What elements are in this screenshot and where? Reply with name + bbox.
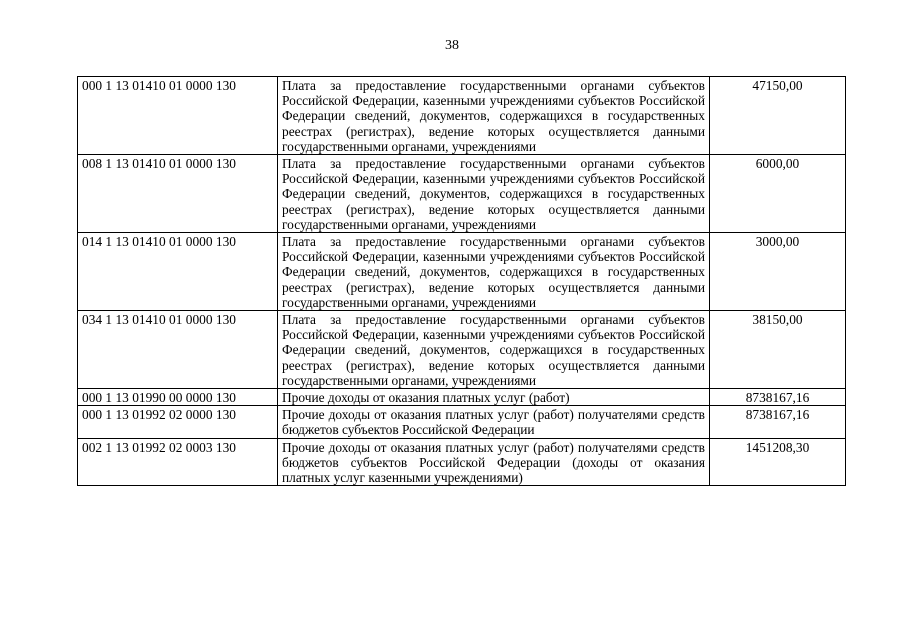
table-row: [78, 233, 846, 311]
revenue-description: Прочие доходы от оказания платных услуг (работ) получателями средств бюджетов субъектов Российской Федерации (доходы от оказания платных услуг казенными учреждениями): [278, 438, 710, 486]
revenue-description: Плата за предоставление государственными органами субъектов Российской Федерации, казенными учреждениями субъектов Российской Федерации сведений, документов, содержащихся в государственных реестрах (регистрах), ведение которых осуществляется данными государственными органами, учреждениями: [278, 311, 710, 389]
revenue-description: Плата за предоставление государственными органами субъектов Российской Федерации, казенными учреждениями субъектов Российской Федерации сведений, документов, содержащихся в государственных реестрах (регистрах), ведение которых осуществляется данными государственными органами, учреждениями: [278, 77, 710, 155]
revenue-amount: 8738167,16: [710, 406, 846, 438]
revenue-description: Плата за предоставление государственными органами субъектов Российской Федерации, казенными учреждениями субъектов Российской Федерации сведений, документов, содержащихся в государственных реестрах (регистрах), ведение которых осуществляется данными государственными органами, учреждениями: [278, 155, 710, 233]
table-row: [78, 406, 846, 438]
revenue-amount: 8738167,16: [710, 389, 846, 406]
budget-classification-code: 008 1 13 01410 01 0000 130: [78, 155, 278, 233]
revenue-amount: 38150,00: [710, 311, 846, 389]
revenue-amount: 3000,00: [710, 233, 846, 311]
revenue-amount: 1451208,30: [710, 438, 846, 486]
table-row: [78, 389, 846, 406]
table-row: [78, 311, 846, 389]
revenue-amount: 6000,00: [710, 155, 846, 233]
table-row: [78, 77, 846, 155]
budget-classification-code: 000 1 13 01992 02 0000 130: [78, 406, 278, 438]
revenue-amount: 47150,00: [710, 77, 846, 155]
revenue-description: Прочие доходы от оказания платных услуг (работ): [278, 389, 710, 406]
budget-revenue-table: [77, 76, 846, 486]
budget-classification-code: 014 1 13 01410 01 0000 130: [78, 233, 278, 311]
table-row: [78, 155, 846, 233]
table-row: [78, 438, 846, 486]
budget-classification-code: 000 1 13 01410 01 0000 130: [78, 77, 278, 155]
page-number: 38: [445, 38, 459, 53]
budget-classification-code: 002 1 13 01992 02 0003 130: [78, 438, 278, 486]
revenue-description: Прочие доходы от оказания платных услуг (работ) получателями средств бюджетов субъектов Российской Федерации: [278, 406, 710, 438]
revenue-description: Плата за предоставление государственными органами субъектов Российской Федерации, казенными учреждениями субъектов Российской Федерации сведений, документов, содержащихся в государственных реестрах (регистрах), ведение которых осуществляется данными государственными органами, учреждениями: [278, 233, 710, 311]
budget-classification-code: 034 1 13 01410 01 0000 130: [78, 311, 278, 389]
budget-classification-code: 000 1 13 01990 00 0000 130: [78, 389, 278, 406]
